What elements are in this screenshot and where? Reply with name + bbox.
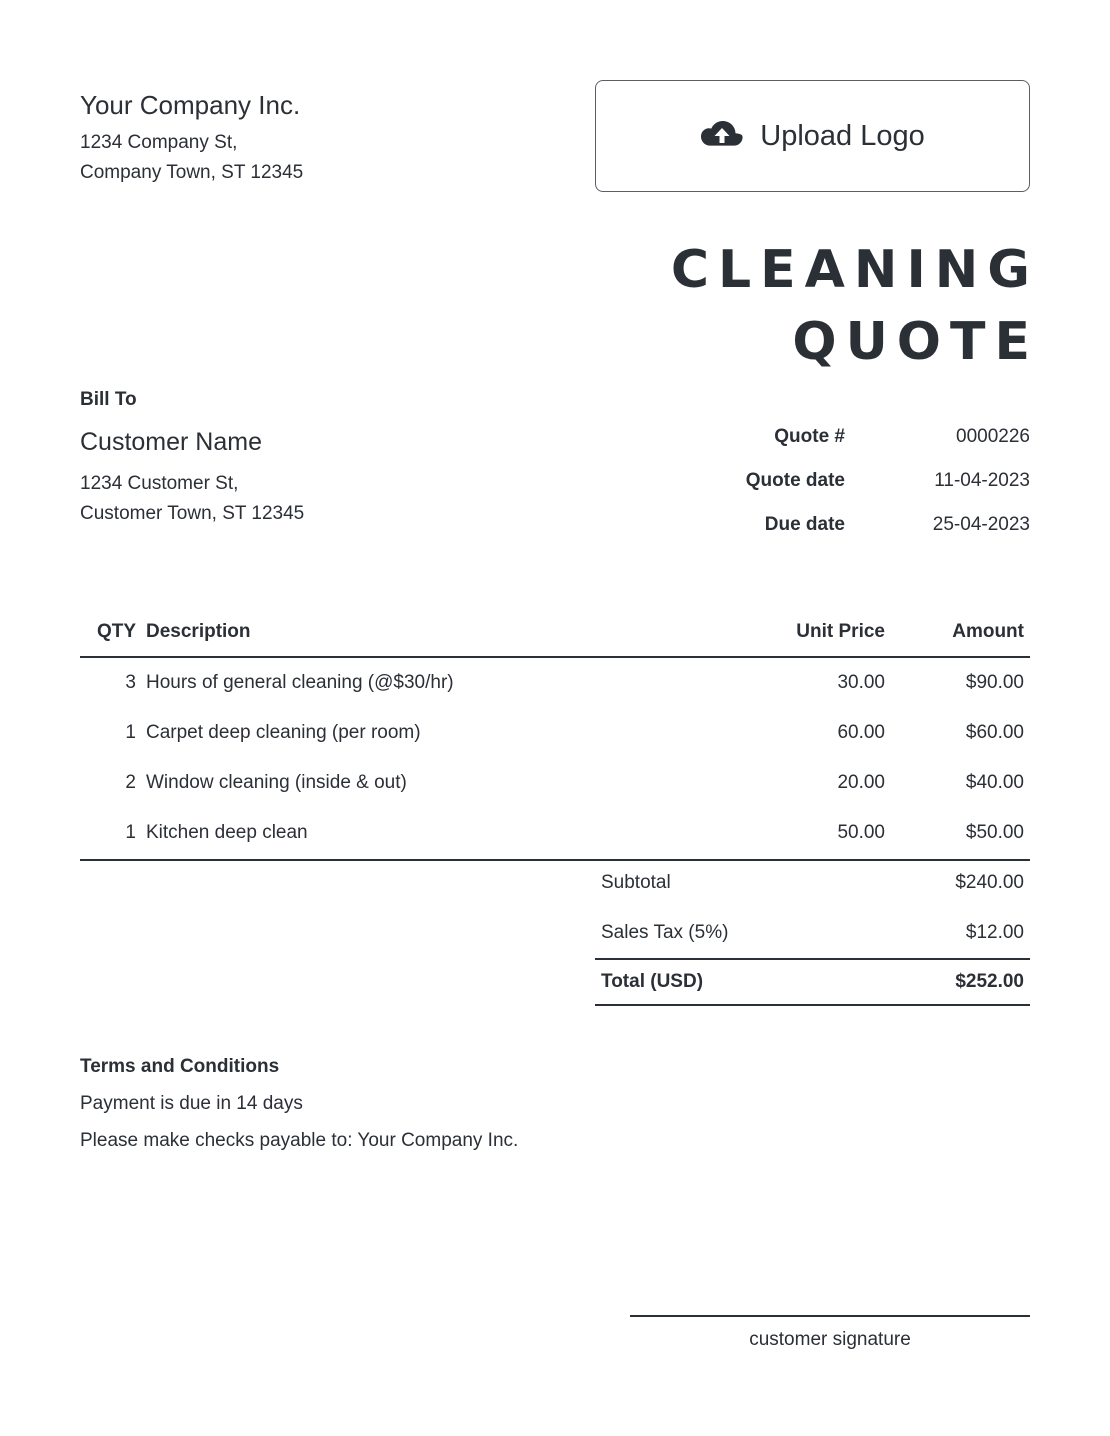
item-unit-price[interactable]: 20.00 [837,772,885,793]
header-amount: Amount [952,621,1024,642]
item-qty[interactable]: 2 [125,772,136,793]
customer-name[interactable]: Customer Name [80,428,262,456]
item-unit-price[interactable]: 50.00 [837,822,885,843]
title-line2: QUOTE [792,312,1039,372]
sales-tax-label[interactable]: Sales Tax (5%) [601,922,729,943]
item-amount: $50.00 [965,822,1024,843]
quote-number-label: Quote # [774,426,845,447]
item-qty[interactable]: 3 [125,672,136,693]
quote-number-value[interactable]: 0000226 [956,426,1030,447]
item-qty[interactable]: 1 [125,722,136,743]
quote-date-row [600,459,1030,503]
table-row [80,758,1030,808]
totals-section [595,858,1030,1006]
signature-line [630,1315,1030,1351]
upload-logo-label: Upload Logo [760,119,925,152]
due-date-label: Due date [764,514,845,535]
table-row [80,658,1030,708]
subtotal-label: Subtotal [601,872,671,893]
sales-tax-row [595,908,1030,958]
item-unit-price[interactable]: 60.00 [837,722,885,743]
line-items-table [80,608,1030,861]
quote-number-row [600,415,1030,459]
due-date-value[interactable]: 25-04-2023 [932,514,1030,535]
total-value: $252.00 [955,971,1024,992]
upload-logo-button[interactable] [595,80,1030,192]
table-row [80,708,1030,758]
subtotal-row [595,858,1030,908]
item-amount: $90.00 [965,672,1024,693]
signature-label: customer signature [749,1329,911,1350]
header-description: Description [146,621,251,642]
header-qty: QTY [96,621,136,642]
total-row [595,958,1030,1006]
due-date-row [600,503,1030,547]
subtotal-value: $240.00 [955,872,1024,893]
terms-line1[interactable]: Payment is due in 14 days [80,1093,303,1114]
cloud-upload-icon [700,120,744,152]
terms-heading: Terms and Conditions [80,1056,280,1077]
total-label: Total (USD) [601,971,704,992]
table-header [80,608,1030,658]
item-description[interactable]: Hours of general cleaning (@$30/hr) [146,672,454,693]
bill-to-section [80,388,304,529]
document-title [670,234,1039,378]
sales-tax-value: $12.00 [965,922,1024,943]
terms-line2[interactable]: Please make checks payable to: Your Company Inc. [80,1130,519,1151]
quote-meta [600,415,1030,547]
item-amount: $60.00 [965,722,1024,743]
item-qty[interactable]: 1 [125,822,136,843]
bill-to-heading: Bill To [80,389,137,410]
item-amount: $40.00 [965,772,1024,793]
terms-section [80,1054,518,1159]
customer-address-line2[interactable]: Customer Town, ST 12345 [80,503,305,524]
item-description[interactable]: Kitchen deep clean [146,822,308,843]
quote-date-value[interactable]: 11-04-2023 [934,470,1030,491]
company-address-line1[interactable]: 1234 Company St, [80,132,238,153]
customer-address-line1[interactable]: 1234 Customer St, [80,473,239,494]
table-row [80,808,1030,858]
item-description[interactable]: Window cleaning (inside & out) [146,772,407,793]
header-unit-price: Unit Price [796,621,885,642]
company-name[interactable]: Your Company Inc. [80,90,301,120]
quote-date-label: Quote date [745,470,845,491]
table-body [80,658,1030,861]
company-address-line2[interactable]: Company Town, ST 12345 [80,162,304,183]
item-unit-price[interactable]: 30.00 [837,672,885,693]
item-description[interactable]: Carpet deep cleaning (per room) [146,722,421,743]
title-line1: CLEANING [670,240,1039,300]
company-info [80,88,303,188]
